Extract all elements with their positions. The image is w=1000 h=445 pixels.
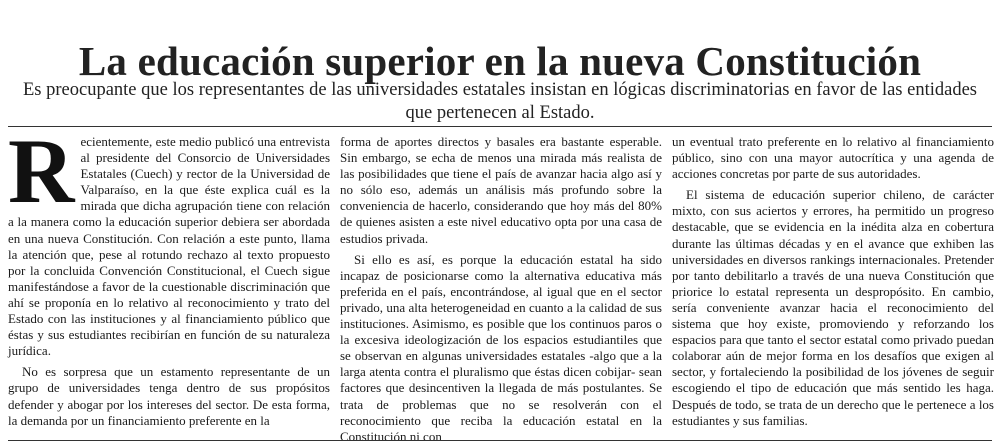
paragraph: forma de aportes directos y basales era bastante esperable. Sin embargo, se echa de menos una mirada más realista de las posibilidades que tiene el país de avanzar hacia algo así y no sólo eso, además un análisis más profundo sobre la conveniencia de hacerlo, considerando que hoy más del 80% de quienes asisten a este nivel educativo opta por una casa de estudios privada. (340, 134, 662, 246)
deck-subheadline: Es preocupante que los representantes de las universidades estatales insistan en lógicas discriminatorias en favor de las entidades que pertenecen al Estado. (23, 80, 977, 123)
column-3 (672, 134, 994, 434)
paragraph (8, 120, 330, 359)
paragraph: un eventual trato preferente en lo relativo al financiamiento público, sino con una mayor autocrítica y una agenda de acciones concretas por parte de sus autoridades. (672, 134, 994, 182)
headline: La educación superior en la nueva Constitución (78, 38, 922, 85)
bottom-divider (8, 440, 992, 441)
column-1 (8, 120, 330, 434)
column-2 (340, 134, 662, 444)
paragraph: Si ello es así, es porque la educación estatal ha sido incapaz de posicionarse como la alternativa educativa más preferida en el país, encontrándose, al igual que en el sector privado, una alta heterogeneidad en cuanto a la calidad de sus instituciones. Asimismo, es posible que los continuos paros o la excesiva ideologización de los espacios estudiantiles que se observan en algunas universidades estatales -algo que a la larga atenta contra el pluralismo que éstas dicen cobijar- sean factores que desincentiven la llegada de más postulantes. Se trata de problemas que no se resolverán con el reconocimiento que reciba la educación estatal en la Constitución ni con (340, 251, 662, 444)
top-divider (8, 126, 992, 127)
article-body (8, 120, 994, 444)
paragraph-text: ecientemente, este medio publicó una entrevista al presidente del Consorcio de Universidades Estatales (Cuech) y rector de la Universidad de Valparaíso, en la que éste explica cuál es la mirada que dicha agrupación tiene con relación a la manera como la educación superior debiera ser abordada en una nueva Constitución. Con relación a este punto, llama la atención que, pese al rotundo rechazo al texto propuesto por la concluida Convención Constitucional, el Cuech sigue manifestándose a favor de la cuestionable discriminación que ahí se proponía en lo relativo al reconocimiento y trato del Estado con las instituciones y al financiamiento público que éstas y sus estudiantes recibirían en función de su naturaleza jurídica. (8, 134, 330, 359)
paragraph: El sistema de educación superior chileno, de carácter mixto, con sus aciertos y errores, ha permitido un progreso destacable, que se evidencia en la inédita alza en cobertura durante las últimas décadas y en el avance que exhiben las universidades en diversos rankings internacionales. Pretender por tanto debilitarlo a través de una nueva Constitución que priorice lo estatal representa un despropósito. En cambio, sería conveniente avanzar hacia el reconocimiento del sistema que hoy existe, promoviendo y reforzando los espacios para que tanto el sector estatal como privado puedan colaborar aún de mejor forma en los desafíos que exigen al sector, y fortaleciendo la posibilidad de los jóvenes de seguir escogiendo el tipo de educación que más sentido les haga. Después de todo, se trata de un derecho que le pertenece a los estudiantes y sus familias. (672, 187, 994, 428)
dropcap-letter: R (8, 120, 75, 222)
paragraph: No es sorpresa que un estamento representante de un grupo de universidades tenga dentro de sus propósitos defender y abogar por los intereses del sector. De esta forma, la demanda por un financiamiento preferente en la (8, 364, 330, 428)
